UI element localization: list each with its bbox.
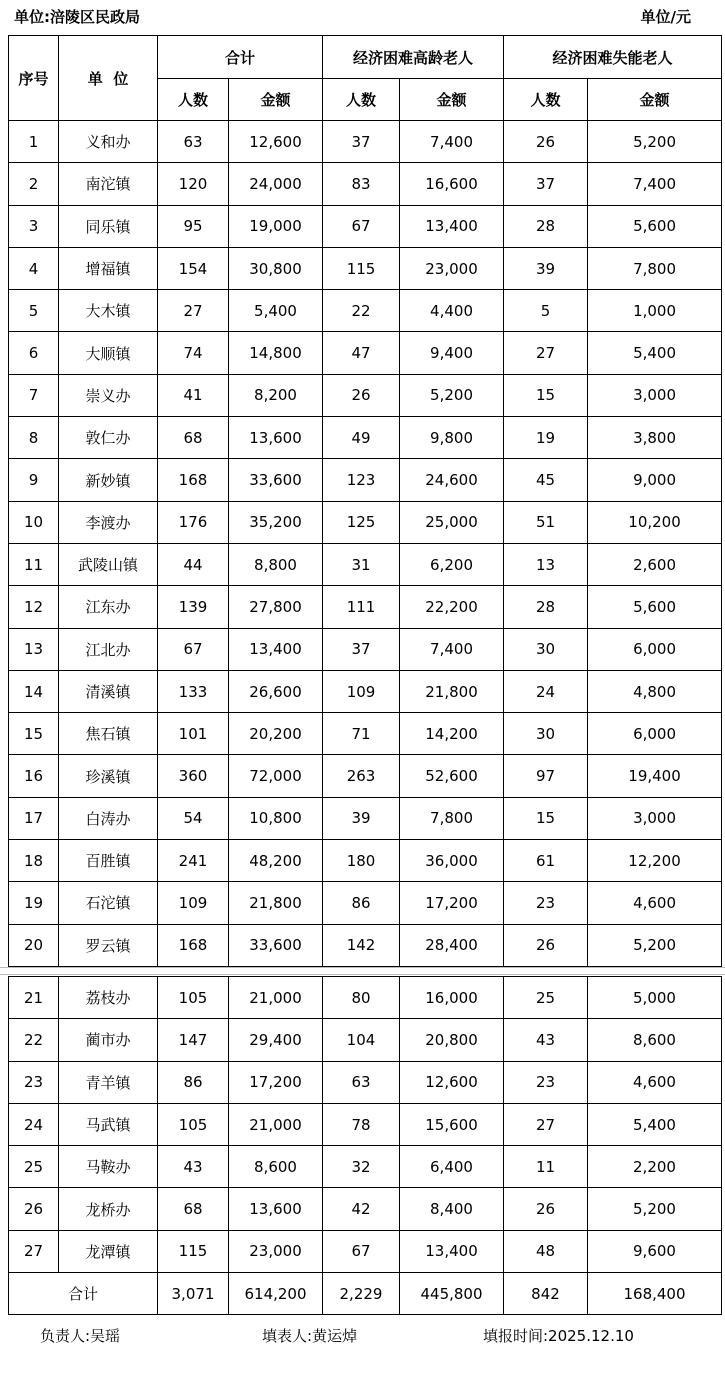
row-index: 26 [9,1188,59,1230]
row-index: 13 [9,628,59,670]
row-unit-name: 江北办 [59,628,158,670]
row-total-people: 67 [158,628,229,670]
row-elderly-people: 125 [323,501,400,543]
row-disabled-amount: 4,800 [588,670,722,712]
row-unit-name: 增福镇 [59,247,158,289]
form-filler: 填表人:黄运焯 [262,1327,358,1345]
row-disabled-amount: 4,600 [588,882,722,924]
row-unit-name: 白涛办 [59,797,158,839]
row-disabled-people: 11 [504,1146,588,1188]
row-disabled-people: 15 [504,797,588,839]
row-elderly-people: 180 [323,840,400,882]
row-index: 12 [9,586,59,628]
signature-footer [40,1325,680,1347]
row-disabled-people: 23 [504,882,588,924]
row-unit-name: 南沱镇 [59,163,158,205]
row-index: 15 [9,713,59,755]
row-disabled-people: 28 [504,205,588,247]
row-disabled-people: 23 [504,1061,588,1103]
unit-label: 单位:涪陵区民政局 [14,7,140,26]
row-disabled-people: 48 [504,1230,588,1272]
row-total-people: 54 [158,797,229,839]
row-elderly-people: 115 [323,247,400,289]
total-cell: 614,200 [229,1273,323,1315]
total-cell: 168,400 [588,1273,722,1315]
table-row [9,628,722,670]
row-index: 17 [9,797,59,839]
row-disabled-amount: 9,600 [588,1230,722,1272]
row-elderly-people: 47 [323,332,400,374]
table-row [9,121,722,163]
row-elderly-amount: 24,600 [400,459,504,501]
row-elderly-people: 86 [323,882,400,924]
row-total-amount: 13,400 [229,628,323,670]
row-disabled-people: 43 [504,1019,588,1061]
responsible-person: 负责人:吴瑶 [40,1327,121,1345]
table-row [9,1061,722,1103]
row-disabled-people: 27 [504,332,588,374]
total-cell: 445,800 [400,1273,504,1315]
row-elderly-people: 39 [323,797,400,839]
row-total-amount: 13,600 [229,417,323,459]
row-total-people: 86 [158,1061,229,1103]
row-elderly-amount: 21,800 [400,670,504,712]
row-elderly-amount: 6,400 [400,1146,504,1188]
row-elderly-amount: 12,600 [400,1061,504,1103]
row-elderly-amount: 5,200 [400,374,504,416]
row-elderly-people: 80 [323,977,400,1019]
row-disabled-people: 39 [504,247,588,289]
row-unit-name: 江东办 [59,586,158,628]
row-elderly-amount: 7,400 [400,121,504,163]
row-unit-name: 龙潭镇 [59,1230,158,1272]
row-total-amount: 8,200 [229,374,323,416]
row-elderly-people: 71 [323,713,400,755]
col-header-people: 人数 [158,79,229,121]
row-elderly-amount: 22,200 [400,586,504,628]
row-index: 24 [9,1103,59,1145]
row-total-amount: 19,000 [229,205,323,247]
row-elderly-people: 109 [323,670,400,712]
table-row [9,1103,722,1145]
row-total-people: 44 [158,543,229,585]
row-unit-name: 珍溪镇 [59,755,158,797]
total-label: 合计 [9,1273,158,1315]
row-index: 20 [9,924,59,966]
row-total-amount: 30,800 [229,247,323,289]
row-elderly-people: 83 [323,163,400,205]
row-disabled-amount: 6,000 [588,713,722,755]
row-disabled-amount: 1,000 [588,290,722,332]
row-total-amount: 5,400 [229,290,323,332]
row-total-people: 168 [158,924,229,966]
row-elderly-amount: 13,400 [400,1230,504,1272]
row-disabled-amount: 2,600 [588,543,722,585]
row-unit-name: 龙桥办 [59,1188,158,1230]
row-disabled-amount: 10,200 [588,501,722,543]
row-total-people: 95 [158,205,229,247]
row-total-amount: 21,800 [229,882,323,924]
row-total-amount: 20,200 [229,713,323,755]
row-total-people: 139 [158,586,229,628]
row-total-amount: 10,800 [229,797,323,839]
total-cell: 2,229 [323,1273,400,1315]
row-elderly-amount: 7,400 [400,628,504,670]
row-elderly-people: 104 [323,1019,400,1061]
row-total-people: 105 [158,1103,229,1145]
row-index: 16 [9,755,59,797]
row-elderly-people: 42 [323,1188,400,1230]
row-elderly-amount: 8,400 [400,1188,504,1230]
row-total-amount: 33,600 [229,459,323,501]
row-unit-name: 蔺市办 [59,1019,158,1061]
row-elderly-people: 63 [323,1061,400,1103]
row-disabled-amount: 6,000 [588,628,722,670]
row-elderly-amount: 4,400 [400,290,504,332]
row-disabled-amount: 3,000 [588,374,722,416]
row-elderly-people: 123 [323,459,400,501]
row-index: 22 [9,1019,59,1061]
row-total-amount: 21,000 [229,977,323,1019]
row-unit-name: 崇义办 [59,374,158,416]
row-index: 8 [9,417,59,459]
row-disabled-amount: 5,000 [588,977,722,1019]
fill-date: 填报时间:2025.12.10 [483,1327,634,1345]
col-header-people: 人数 [504,79,588,121]
row-total-people: 168 [158,459,229,501]
col-header-people: 人数 [323,79,400,121]
row-disabled-people: 13 [504,543,588,585]
col-group-elderly: 经济困难高龄老人 [323,36,504,79]
row-total-amount: 8,800 [229,543,323,585]
row-unit-name: 马鞍办 [59,1146,158,1188]
row-unit-name: 大木镇 [59,290,158,332]
row-total-amount: 12,600 [229,121,323,163]
table-row [9,882,722,924]
row-index: 18 [9,840,59,882]
row-unit-name: 新妙镇 [59,459,158,501]
row-elderly-amount: 52,600 [400,755,504,797]
row-disabled-people: 27 [504,1103,588,1145]
row-index: 5 [9,290,59,332]
row-total-people: 41 [158,374,229,416]
row-total-people: 133 [158,670,229,712]
row-unit-name: 义和办 [59,121,158,163]
row-index: 6 [9,332,59,374]
row-elderly-people: 263 [323,755,400,797]
row-index: 9 [9,459,59,501]
row-total-amount: 24,000 [229,163,323,205]
row-total-people: 27 [158,290,229,332]
row-disabled-amount: 3,000 [588,797,722,839]
table-row [9,332,722,374]
table-row [9,586,722,628]
row-disabled-people: 37 [504,163,588,205]
row-elderly-people: 26 [323,374,400,416]
row-disabled-amount: 5,600 [588,205,722,247]
row-total-amount: 8,600 [229,1146,323,1188]
row-total-amount: 23,000 [229,1230,323,1272]
row-unit-name: 武陵山镇 [59,543,158,585]
row-total-people: 68 [158,417,229,459]
col-group-disabled: 经济困难失能老人 [504,36,722,79]
row-index: 10 [9,501,59,543]
col-header-amount: 金额 [588,79,722,121]
row-disabled-people: 45 [504,459,588,501]
col-header-amount: 金额 [400,79,504,121]
table-row [9,670,722,712]
row-elderly-amount: 13,400 [400,205,504,247]
row-elderly-people: 78 [323,1103,400,1145]
row-elderly-people: 142 [323,924,400,966]
row-elderly-amount: 6,200 [400,543,504,585]
table-row [9,1188,722,1230]
col-group-total: 合计 [158,36,323,79]
total-cell: 3,071 [158,1273,229,1315]
row-unit-name: 李渡办 [59,501,158,543]
row-disabled-amount: 5,400 [588,1103,722,1145]
row-elderly-people: 37 [323,628,400,670]
subsidy-table-part2 [8,976,722,1315]
row-disabled-amount: 5,200 [588,924,722,966]
row-total-people: 154 [158,247,229,289]
row-elderly-amount: 17,200 [400,882,504,924]
row-disabled-people: 24 [504,670,588,712]
row-elderly-amount: 23,000 [400,247,504,289]
row-index: 2 [9,163,59,205]
row-index: 7 [9,374,59,416]
row-elderly-amount: 9,400 [400,332,504,374]
table-row [9,1146,722,1188]
table-row [9,713,722,755]
row-total-amount: 33,600 [229,924,323,966]
row-disabled-people: 5 [504,290,588,332]
row-disabled-amount: 9,000 [588,459,722,501]
row-total-people: 109 [158,882,229,924]
row-unit-name: 焦石镇 [59,713,158,755]
row-unit-name: 石沱镇 [59,882,158,924]
row-elderly-amount: 7,800 [400,797,504,839]
col-header-index: 序号 [9,36,59,121]
row-index: 11 [9,543,59,585]
row-disabled-amount: 2,200 [588,1146,722,1188]
row-disabled-people: 26 [504,924,588,966]
table-row [9,1019,722,1061]
row-disabled-amount: 7,800 [588,247,722,289]
table-row [9,374,722,416]
row-disabled-amount: 5,200 [588,121,722,163]
row-elderly-people: 22 [323,290,400,332]
row-disabled-people: 26 [504,1188,588,1230]
row-elderly-amount: 36,000 [400,840,504,882]
row-total-people: 120 [158,163,229,205]
total-row [9,1273,722,1315]
row-total-people: 63 [158,121,229,163]
row-unit-name: 马武镇 [59,1103,158,1145]
row-index: 23 [9,1061,59,1103]
table-row [9,797,722,839]
row-index: 3 [9,205,59,247]
row-total-amount: 72,000 [229,755,323,797]
row-index: 14 [9,670,59,712]
row-disabled-people: 28 [504,586,588,628]
row-index: 27 [9,1230,59,1272]
col-header-amount: 金额 [229,79,323,121]
row-total-people: 74 [158,332,229,374]
row-disabled-people: 30 [504,713,588,755]
table-row [9,417,722,459]
row-disabled-people: 26 [504,121,588,163]
table-row [9,1230,722,1272]
table-row [9,924,722,966]
row-total-amount: 17,200 [229,1061,323,1103]
row-elderly-amount: 9,800 [400,417,504,459]
document-header [14,4,691,28]
row-disabled-people: 30 [504,628,588,670]
page-break [0,967,725,975]
row-total-amount: 21,000 [229,1103,323,1145]
row-index: 25 [9,1146,59,1188]
row-elderly-people: 111 [323,586,400,628]
row-disabled-amount: 5,200 [588,1188,722,1230]
row-total-people: 360 [158,755,229,797]
table-row [9,755,722,797]
table-row [9,205,722,247]
row-unit-name: 百胜镇 [59,840,158,882]
table-row [9,840,722,882]
row-unit-name: 青羊镇 [59,1061,158,1103]
row-total-people: 176 [158,501,229,543]
row-total-people: 101 [158,713,229,755]
row-index: 4 [9,247,59,289]
row-index: 19 [9,882,59,924]
row-disabled-amount: 5,400 [588,332,722,374]
row-total-people: 43 [158,1146,229,1188]
row-elderly-people: 67 [323,205,400,247]
table-row [9,163,722,205]
row-unit-name: 罗云镇 [59,924,158,966]
row-disabled-amount: 12,200 [588,840,722,882]
table-row [9,543,722,585]
row-elderly-amount: 15,600 [400,1103,504,1145]
row-disabled-people: 25 [504,977,588,1019]
table-row [9,501,722,543]
row-elderly-amount: 16,600 [400,163,504,205]
row-unit-name: 清溪镇 [59,670,158,712]
row-total-people: 147 [158,1019,229,1061]
row-unit-name: 敦仁办 [59,417,158,459]
row-elderly-people: 31 [323,543,400,585]
row-elderly-amount: 16,000 [400,977,504,1019]
row-total-people: 68 [158,1188,229,1230]
row-disabled-people: 15 [504,374,588,416]
row-elderly-amount: 20,800 [400,1019,504,1061]
row-total-people: 115 [158,1230,229,1272]
row-elderly-people: 32 [323,1146,400,1188]
row-total-amount: 35,200 [229,501,323,543]
table-row [9,977,722,1019]
row-disabled-amount: 3,800 [588,417,722,459]
table-row [9,459,722,501]
row-total-amount: 48,200 [229,840,323,882]
row-disabled-amount: 7,400 [588,163,722,205]
row-elderly-people: 67 [323,1230,400,1272]
row-total-people: 241 [158,840,229,882]
row-elderly-amount: 25,000 [400,501,504,543]
row-total-amount: 26,600 [229,670,323,712]
row-total-people: 105 [158,977,229,1019]
row-index: 21 [9,977,59,1019]
row-total-amount: 13,600 [229,1188,323,1230]
table-row [9,247,722,289]
row-total-amount: 14,800 [229,332,323,374]
row-disabled-amount: 5,600 [588,586,722,628]
row-disabled-people: 51 [504,501,588,543]
table-row [9,290,722,332]
row-disabled-amount: 19,400 [588,755,722,797]
row-total-amount: 29,400 [229,1019,323,1061]
row-total-amount: 27,800 [229,586,323,628]
row-disabled-people: 19 [504,417,588,459]
row-elderly-people: 37 [323,121,400,163]
col-header-unit: 单 位 [59,36,158,121]
row-disabled-people: 61 [504,840,588,882]
subsidy-table-part1 [8,35,722,967]
row-unit-name: 荔枝办 [59,977,158,1019]
row-unit-name: 大顺镇 [59,332,158,374]
total-cell: 842 [504,1273,588,1315]
row-unit-name: 同乐镇 [59,205,158,247]
row-disabled-people: 97 [504,755,588,797]
row-elderly-amount: 28,400 [400,924,504,966]
currency-unit-label: 单位/元 [640,7,691,26]
row-elderly-amount: 14,200 [400,713,504,755]
row-elderly-people: 49 [323,417,400,459]
row-index: 1 [9,121,59,163]
row-disabled-amount: 8,600 [588,1019,722,1061]
row-disabled-amount: 4,600 [588,1061,722,1103]
